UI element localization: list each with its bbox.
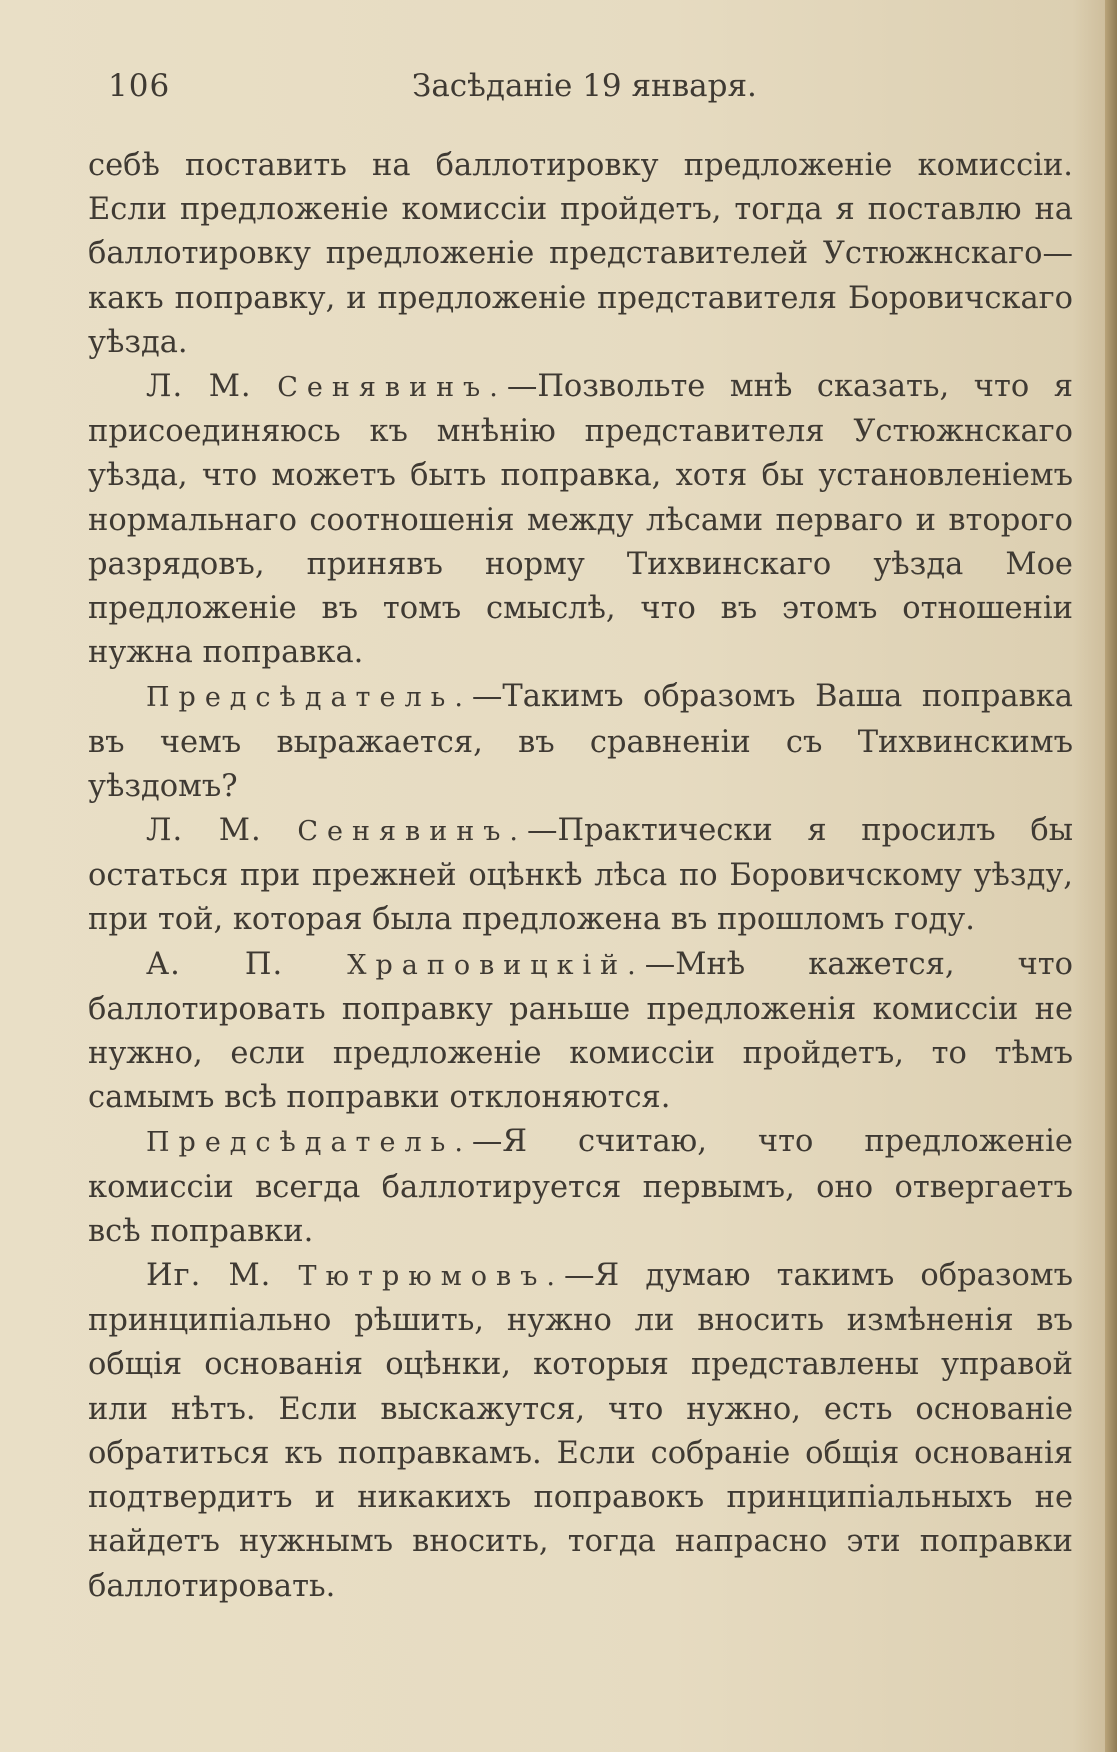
speech-tyutryumov (88, 1254, 1073, 1609)
speech-senyavin-2 (88, 809, 1073, 943)
speaker-initials: Л. М. (146, 813, 262, 849)
speech-text: Позвольте мнѣ сказать, что я присоединяюсь къ мнѣнію представителя Устюжнскаго уѣзда, что можетъ быть поправка, хотя бы установленіемъ нормальнаго соотношенія между лѣсами перваго и второго разрядовъ, принявъ норму Тихвинскаго уѣзда Мое предложеніе въ томъ смыслѣ, что въ этомъ отношеніи нужна поправка. (88, 369, 1073, 671)
dash: — (506, 369, 538, 405)
running-title: Засѣданіе 19 января. (412, 68, 757, 104)
speaker (146, 369, 507, 404)
dash: — (527, 813, 558, 849)
speech-text: Такимъ образомъ Ваша поправка въ чемъ выражается, въ сравненіи съ Тихвинскимъ уѣздомъ? (88, 679, 1073, 804)
speech-senyavin-1 (88, 365, 1073, 675)
speech-khrapovitsky (88, 943, 1073, 1121)
speaker (146, 679, 472, 714)
speech-chairman-1 (88, 675, 1073, 809)
speaker (146, 1258, 564, 1293)
speaker-name: Тютрюмовъ. (298, 1261, 565, 1293)
speech-chairman-2 (88, 1120, 1073, 1254)
speech-text: Практически я просилъ бы остаться при прежней оцѣнкѣ лѣса по Боровичскому уѣзду, при той, которая была предложена въ прошломъ году. (88, 813, 1073, 938)
dash: — (644, 946, 676, 982)
speech-text: Мнѣ кажется, что баллотировать поправку раньше предложенія комиссіи не нужно, если предложеніе комиссіи пройдетъ, то тѣмъ самымъ всѣ поправки отклоняются. (88, 946, 1073, 1116)
body-text (88, 144, 1073, 1609)
speaker-name: Сенявинъ. (297, 816, 527, 848)
dash: — (471, 1124, 503, 1160)
speaker (146, 947, 645, 982)
speech-text: Я думаю такимъ образомъ принципіально рѣшить, нужно ли вносить измѣненія въ общія основанія оцѣнки, которыя представлены управой или нѣтъ. Если выскажутся, что нужно, есть основаніе обратиться къ поправкамъ. Если собраніе общія основанія подтвердитъ и никакихъ поправокъ принципіальныхъ не найдетъ нужнымъ вносить, тогда напрасно эти поправки баллотировать. (88, 1258, 1073, 1604)
speaker-name: Сенявинъ. (277, 372, 507, 404)
speaker-name: Предсѣдатель. (146, 682, 472, 714)
speaker-name: Храповицкій. (347, 949, 645, 981)
speaker-initials: А. П. (146, 946, 284, 982)
speaker-initials: Л. М. (146, 369, 252, 405)
dash: — (564, 1258, 595, 1294)
page-number: 106 (108, 68, 171, 104)
speaker (146, 813, 527, 848)
page-header (0, 68, 1117, 118)
paragraph-text: себѣ поставить на баллотировку предложеніе комиссіи. Если предложеніе комиссіи пройдетъ, тогда я поставлю на баллотировку предложеніе представителей Устюжнскаго—какъ поправку, и предложеніе представителя Боровичскаго уѣзда. (88, 148, 1073, 360)
speech-text: Я считаю, что предложеніе комиссіи всегда баллотируется первымъ, оно отвергаетъ всѣ поправки. (88, 1124, 1073, 1249)
speaker-initials: Иг. М. (146, 1258, 272, 1294)
speaker (146, 1124, 472, 1159)
speaker-name: Предсѣдатель. (146, 1127, 472, 1159)
dash: — (471, 679, 503, 715)
paragraph-continuation (88, 144, 1073, 365)
page-edge (1105, 0, 1117, 1752)
